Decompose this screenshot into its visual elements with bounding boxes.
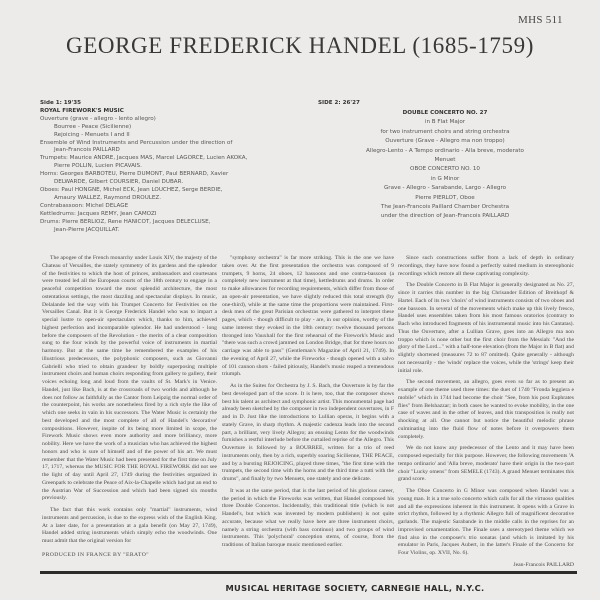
personnel-horns: Horns: Georges BARBOTEU, Pierre DUMONT, Paul BERNARD, Xavier DELWARDE, Gilbert COURSIER, Daniel DUBAR. <box>40 171 229 186</box>
side2-tracklist <box>330 109 560 222</box>
side2-line: in B Flat Major <box>424 119 466 126</box>
paragraph: The fact that this work contains only "martial" instruments, wind instruments and percussion, is due to the express wish of the English King. At a later date, for a presentation at a gala benefit (on May 27, 1749), Handel added string instruments which simply echo the woodwinds. One must admit that the original version for <box>42 507 217 544</box>
album-title: GEORGE FREDERICK HANDEL (1685-1759) <box>66 33 534 58</box>
movement: Rejoicing - Menuets I and II <box>54 131 130 138</box>
side1-work-title: ROYAL FIREWORK'S MUSIC <box>40 107 124 114</box>
side2-line: The Jean-Francois Paillard Chamber Orchestra <box>380 204 510 211</box>
paragraph: The second movement, an allegro, goes even so far as to present an example of one theme used three times: the duet of 1740 "Fronda leggiera e mobile" which in 1744 had become the choir "See, from his post Euphrates flies" from Belshazzar; in both cases he wanted to evoke mobility, in the one case of waves and in the other of leaves, and this transposition is really not shocking at all. One cannot but notice the beautiful melodic phrase culminating into the fluid flow of notes before it overpowers them completely. <box>398 379 574 440</box>
paragraph: The apogee of the French monarchy under Louis XIV, the majesty of the Chateau of Versailles, the stately symmetry of its gardens and the splendor of the festivities to which the host of princes, ambassadors and courtesans were treated led all the European courts of the 18th century to engage in a peaceful competition toward the most splendid architecture, the most ostentatious settings, the most dazzling and spectacular displays. In music, Delalande led the way with his Trumpet Concerto for Festivities on the Versailles Canal. But it is George Frederick Handel who was to impart a special lustre to open-air spectaculars which, thanks to him, achieved highest perfection and incomparable splendor. He had understood - long before the composers of the Revolution - the merits of a clear composition sung to the four winds by the powerful voice of instruments in martial harmony. But at the same time he remembered the examples of his illustrious predecessors, the polyphonic composers, such as Giovanni Gabrielli who tried to obtain grandeur by boldly superposing multiple instrument choirs and human choirs responding from gallery to gallery, their voices echoing long and loud from the vaults of St. Mark's in Venice. Handel, just like Bach, is at the crossroads of two worlds and although he does not follow as faithfully as the Cantor from Leipzig the normal order of the counterpoint, his works are nonetheless fired by a rich style the like of which one seeks in vain in his successors. The Water Music is certainly the best developed and the most complete of all of Handel's 'decorative' compositions. However, inspite of its being more limited in scope, the Firework Music shows even more authority and more brilliancy, more nobility. Here we have the work of a musician who has achieved the highest honors and who is sure of himself and of the power of his art. We must remember that the Water Music had been presented for the first time on July 17, 1717, whereas the MUSIC FOR THE ROYAL FIREWORK did not see the light of day until April 27, 1749 during the festivities organized in Greenpark to celebrate the Peace of Aix-la-Chapelle which had put an end to the Austrian War of Succession and which had been signed six months previously. <box>42 255 217 502</box>
side2-line: Menuet <box>434 157 456 164</box>
side2-line: Allegro-Lento - A Tempo ordinario - Alla breve, moderato <box>366 147 524 154</box>
personnel-drums: Drums: Pierre BERLIOZ, Rene HANICOT, Jacques DELECLUSE, Jean-Pierre JACQUILLAT. <box>40 218 211 233</box>
paragraph: "symphony orchestra" is far more striking. This is the one we have taken over. At the first presentation the orchestra was composed of 9 trumpets, 9 horns, 24 oboes, 12 bassoons and one contra-bassoon (a completely new instrument at that time), kettledrums and drums. In order to make allowances for recording requirements, which differ from those of an open-air presentation, we have slightly reduced this total strength (by one-third), while at the same time the proportions were maintained. First-desk men of the great Parisian orchestras were gathered to interpret these pages, which - though difficult to play - are, in our opinion, worthy of the same interest they evoked in the 18th century: twelve thousand persons thronged into Vauxhall for the first rehearsal of the Firework's Music and "there was such a crowd jammed on London Bridge, that for three hours no carriage was able to pass" (Gentleman's Magazine of April 21, 1749). In the evening of April 27, while the Fireworks - though opened with a salvo of 101 cannon shots - failed pitiously, Handel's music reaped a tremendous triumph. <box>222 255 394 378</box>
movement: Bourree - Peace (Sicilienne) <box>54 123 132 130</box>
movement: Ouverture (grave - allegro - lento allegro) <box>40 115 156 122</box>
side2-label: SIDE 2: 26'27 <box>318 100 360 106</box>
publisher-footer: MUSICAL HERITAGE SOCIETY, CARNEGIE HALL, N.Y.C. <box>225 583 485 593</box>
paragraph: It was at the same period, that is the last period of his glorious career, the period in which the Fireworks was written, that Handel composed his three Double Concertos. Incidentally, this traditional title (which is not Handel's, but which was invented by modern publishers) is not quite accurate, because what we really have here are three instrument choirs, namely a string orchestra (with bass continuo) and two groups of wind instruments. This 'polychoral' conception stems, of course, from the traditions of Italian baroque music mentioned earlier. <box>222 487 394 548</box>
author-signature: Jean-Francois PAILLARD <box>513 561 574 568</box>
paragraph: As in the Suites for Orchestra by J. S. Bach, the Ouverture is by far the best developed part of the score. It is here, too, that the composer shows best his talent as architect and symphonic artist. This monumental page had already been sketched by the composer in two independent ouvertures, in F and in D. Just like the introductions to Lullian operas, it begins with a stately Grave, in sharp rhythm. A majestic cadenza leads into the second part, a brilliant, very lively Allegro; an ensuing Lento for the woodwinds furnishes a restful interlude before the curtailed reprise of the Allegro. This Ouverture is followed by a BOURREE, written for a trio of reed instruments only, then by a rich, superbly soaring Sicilienne, THE PEACE, and by a bursting REJOICING, played three times, "the first time with the trumpets, the second time with the horns and the third time a tutti with the drums", and finally by two Menuets, one stately and one delicate. <box>222 383 394 482</box>
liner-notes-column-3 <box>398 255 574 570</box>
personnel-contrabassoon: Contrabassoon: Michel DELAGE <box>40 202 129 209</box>
liner-notes-column-2 <box>222 255 394 554</box>
side2-line: Ouverture (Grave - Allegro ma non troppo) <box>385 138 505 145</box>
side1-label: Side 1: 19'35 <box>40 100 82 106</box>
side1-tracklist <box>40 100 310 234</box>
personnel-oboes: Oboes: Paul HONGNE, Michel ECK, Jean LOUCHEZ, Serge BERDIE, Amaury WALLEZ, Raymond DROULEZ. <box>40 186 223 201</box>
side2-line: in G Minor <box>430 175 460 182</box>
side2-line: under the direction of Jean-Francois PAILLARD <box>380 213 510 220</box>
side2-line: DOUBLE CONCERTO NO. 27 <box>402 110 488 116</box>
divider-rule <box>40 571 577 574</box>
paragraph: The Oboe Concerto in G Minor was composed when Handel was a young man. It is a true solo concerto which calls for all the virtuoso qualities and all the expressions inherent in this instrument. It opens with a Grave in strict rhythm, followed by a rhythmic Allegro full of magnificent decorative garlands. The majestic Sarabande in the middle calls in the reprises for an improvised ornamentation. The Finale uses a stereotyped theme which we find also in the composer's trio sonatas (and which is imitated by his emulator in Paris, Jacques Aubert, in the latter's Finale of the Concerto for Four Violins, op. XVII, No. 6). <box>398 488 574 556</box>
catalog-number: MHS 511 <box>518 14 563 26</box>
personnel-kettledrums: Kettledrums: Jacques REMY, Jean CAMOZI <box>40 210 157 217</box>
producer-credit: PRODUCED IN FRANCE BY "ERATO" <box>42 551 149 558</box>
conductor: Jean-Francois PAILLARD <box>54 147 120 154</box>
side2-line: OBOE CONCERTO NO. 10 <box>410 166 480 173</box>
side2-line: for two instrument choirs and string orchestra <box>380 128 510 135</box>
personnel-trumpets: Trumpets: Maurice ANDRE, Jacques MAS, Marcel LAGORCE, Lucien AKOKA, Pierre POLLIN, Lucien PICAVAIS. <box>40 155 248 170</box>
side2-line: Pierre PIERLOT, Oboe <box>415 194 475 201</box>
ensemble: Ensemble of Wind Instruments and Percussion under the direction of <box>40 139 233 146</box>
paragraph: The Double Concerto in B Flat Major is generally designated as No. 27, since it carries this number in the big Chrisander Edition of Breitkopf & Hartel. Each of its two 'choirs' of wind instruments consists of two oboes and one bassoon. In several of the movements which make up this lively fresco, Handel uses ensembles taken from his most famous oratorios (contrary to Bach who introduced fragments of his instrumental music into his Cantatas). Thus the Ouverture, after a Lullian Grave, goes into an Allegro ma non troppo which is none other but the first choir from the Messiah: "And the glory of the Lord..." with a half-tone elevation (from the Major in B flat) and slightly shortened (measures 72 to 87 omitted). Quite generally - although not necessarily - the 'winds' replace the voices, while the 'strings' keep their initial role. <box>398 282 574 374</box>
paragraph: We do not know any predecessor of the Lento and it may have been composed especially for this purpose. However, the following movements 'A tempo ordinario' and 'Alla breve, moderato' have their origin in the two-part choir "Lucky omens" from SEMELE (1743). A grand Menuet terminates this grand score. <box>398 445 574 483</box>
side2-line: Grave - Allegro - Sarabande, Largo - Allegro <box>383 185 507 192</box>
paragraph: Since such constructions suffer from a lack of depth in ordinary recordings, they have now found a perfectly suited medium in stereophonic recordings which restore all these captivating complexity. <box>398 255 574 277</box>
liner-notes-column-1 <box>42 255 217 560</box>
